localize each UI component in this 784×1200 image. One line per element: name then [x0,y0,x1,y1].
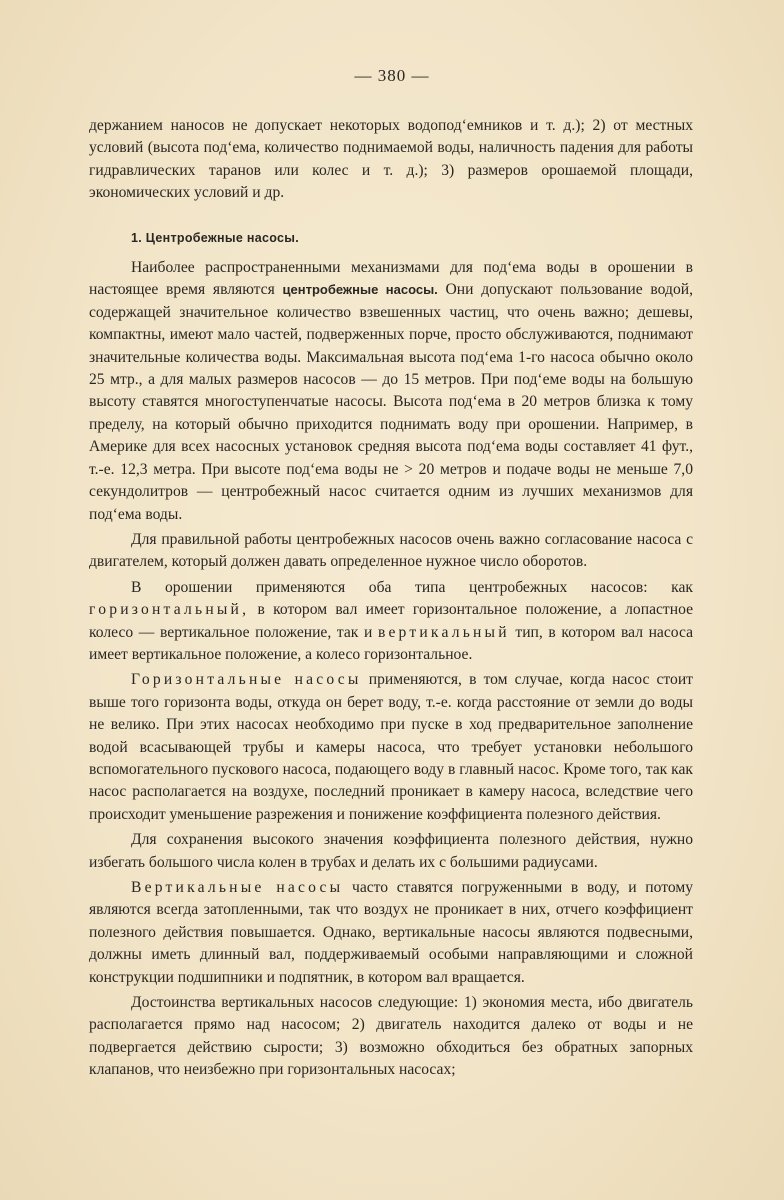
paragraph-vertical-advantages: Достоинства вертикальных насосов следующие: 1) экономия места, ибо двигатель располагается прямо над насосом; 2) двигатель находится далеко от воды и не подвергается действию сырости; 3) возможно обходиться без обратных запорных клапанов, что неизбежно при горизонтальных насосах; [89,994,693,1079]
spaced-term-horizontal-pumps: Горизонтальные насосы [131,671,362,689]
emphasis-term: центробежные насосы. [282,282,438,298]
spaced-term-horizontal: горизонтальный, [89,601,250,619]
page-number: — 380 — [354,66,430,85]
section-heading: 1. Центробежные насосы. [131,230,300,245]
paragraph-vertical-pumps: Вертикальные насосы часто ставятся погруженными в воду, и потому являются всегда затопленными, так что воздух не проникает в них, отчего коэффициент полезного действия повышается. Однако, вертикальные насосы являются подвесными, должны иметь длинный вал, поддерживаемый особыми направляющими и сложной конструкции подшипники и подпятник, в котором вал вращается. [89,879,693,986]
paragraph-continuation: держанием наносов не допускает некоторых водопод‘емников и т. д.); 2) от местных условий (высота под‘ема, количество поднимаемой воды, наличность падения для работы гидравлических таранов или колес и т. д.); 3) размеров орошаемой площади, экономических условий и др. [89,117,693,202]
spaced-term-vertical: вертикальный [377,623,510,641]
paragraph-horizontal-pumps: Горизонтальные насосы применяются, в том случае, когда насос стоит выше того горизонта воды, откуда он берет воду, т.-е. когда расстояние от земли до воды не велико. При этих насосах необходимо при пуске в ход предварительное заполнение водой всасывающей трубы и камеры насоса, что требует установки небольшого вспомогательного пускового насоса, подающего воду в главный насос. Кроме того, так как насос располагается на воздухе, последний проникает в камеру насоса, вследствие чего происходит уменьшение разрежения и понижение коэффициента полезного действия. [89,671,693,823]
paragraph-efficiency-note: Для сохранения высокого значения коэффициента полезного действия, нужно избегать большого числа колен в трубах и делать их с большими радиусами. [89,831,693,871]
paragraph-centrifugal-intro: Наиболее распространенными механизмами для под‘ема воды в орошении в настоящее время являются центробежные насосы. Они допускают пользование водой, содержащей значительное количество взвешенных частиц, что очень важно; дешевы, компактны, имеют мало частей, подверженных порче, просто обслуживаются, поднимают значительные количества воды. Максимальная высота под‘ема 1-го насоса обычно около 25 мтр., а для малых размеров насосов — до 15 метров. При под‘еме воды на большую высоту ставятся многоступенчатые насосы. Высота под‘ема в 20 метров близка к тому пределу, на который обычно приходится поднимать воду при орошении. Например, в Америке для всех насосных установок средняя высота под‘ема воды составляет 41 фут., т.-е. 12,3 метра. При высоте под‘ема воды не > 20 метров и подаче воды не меньше 7,0 секундолитров — центробежный насос считается одним из лучших механизмов для под‘ема воды. [89,259,693,523]
paragraph-pump-types: В орошении применяются оба типа центробежных насосов: как горизонтальный, в котором вал имеет горизонтальное положение, а лопастное колесо — вертикальное положение, так и вертикальный тип, в котором вал насоса имеет вертикальное положение, а колесо горизонтальное. [89,578,693,663]
spaced-term-vertical-pumps: Вертикальные насосы [131,879,344,896]
page-body [89,115,693,1082]
paragraph-motor-matching: Для правильной работы центробежных насосов очень важно согласование насоса с двигателем, который должен давать определенное нужное число оборотов. [89,530,693,571]
